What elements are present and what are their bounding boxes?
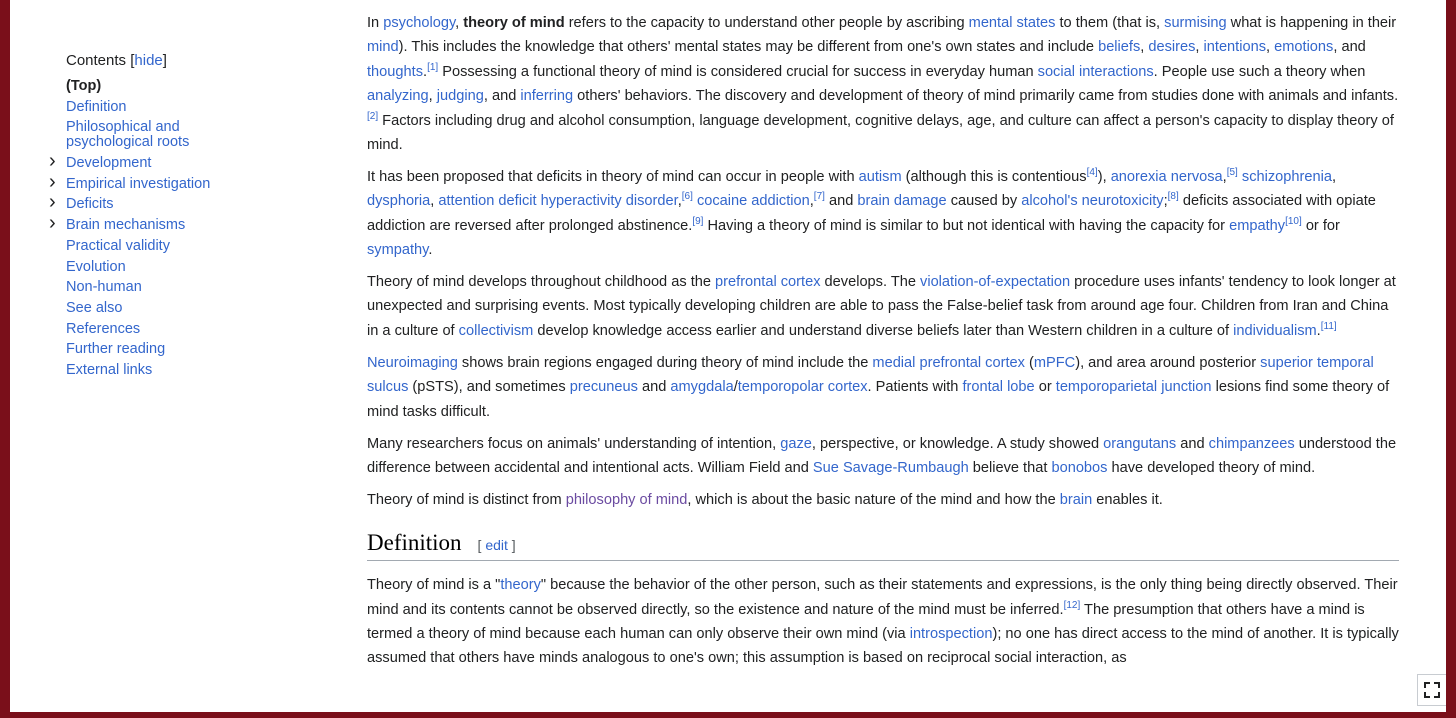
citation-link[interactable]: [10] (1285, 215, 1302, 227)
text-run: (although this is contentious (901, 168, 1087, 185)
text-run: Possessing a functional theory of mind is considered crucial for success in everyday human (438, 63, 1038, 80)
toc-item-label: Further reading (66, 341, 166, 358)
text-run: Theory of mind is a " (367, 577, 501, 594)
wiki-link[interactable]: precuneus (569, 379, 638, 396)
toc-item[interactable] (49, 212, 246, 235)
text-run: . (428, 242, 433, 259)
wiki-link[interactable]: violation-of-expectation (920, 274, 1071, 291)
toc-item-label: Deficits (66, 196, 114, 213)
article-content (367, 11, 1399, 678)
wiki-link[interactable]: prefrontal cortex (715, 274, 821, 291)
wiki-link[interactable]: surmising (1164, 15, 1227, 31)
text-run: Many researchers focus on animals' understanding of intention, (367, 435, 781, 452)
toc-item-label: Empirical investigation (66, 175, 211, 192)
toc-item[interactable] (66, 342, 246, 357)
paragraph (367, 488, 1399, 512)
text-run: , perspective, or knowledge. A study showed (811, 435, 1104, 452)
text-run: , (1140, 39, 1149, 56)
text-run: enables it. (1092, 491, 1163, 508)
section-heading-definition (367, 528, 1399, 561)
text-run: believe that (968, 459, 1052, 476)
text-run: , (430, 193, 439, 210)
wiki-link[interactable]: inferring (520, 88, 574, 105)
chevron-right-icon[interactable]: › (49, 191, 56, 214)
wiki-link[interactable]: empathy (1229, 217, 1286, 234)
wiki-link[interactable]: analyzing (367, 88, 429, 105)
toc-item[interactable] (66, 322, 246, 337)
text-run: , and (483, 88, 521, 105)
citation-link[interactable]: [9] (692, 215, 704, 227)
text-run: / (733, 379, 738, 396)
citation-link[interactable]: [5] (1226, 166, 1238, 178)
wiki-link[interactable]: schizophrenia (1241, 168, 1332, 185)
bold-term: theory of mind (463, 15, 565, 31)
wiki-link[interactable]: desires (1148, 39, 1196, 56)
text-run: , (455, 15, 464, 31)
wiki-link[interactable]: frontal lobe (962, 379, 1035, 396)
text-run: caused by (946, 193, 1022, 210)
wiki-link[interactable]: psychology (383, 15, 456, 31)
wiki-link[interactable]: beliefs (1098, 39, 1141, 56)
definition-section (367, 573, 1399, 671)
text-run: , (1222, 168, 1227, 185)
text-run: " because the behavior of the other person, such as their statements and expressions, is the only thing being directly observed. Their mind and its contents cannot be observed directly, so the existence and nature of the mind must be inferred. (367, 577, 1398, 618)
toc-item-label: Definition (66, 98, 127, 115)
paragraph (367, 165, 1399, 263)
toc-item[interactable] (66, 100, 246, 115)
text-run: (pSTS), and sometimes (408, 379, 570, 396)
paragraph (367, 11, 1399, 157)
text-run: and (1176, 435, 1209, 452)
text-run: Factors including drug and alcohol consumption, language development, cognitive delays, age, and culture can affect a person's capacity to display theory of mind. (367, 112, 1394, 154)
wiki-link[interactable]: autism (858, 168, 902, 185)
text-run: or for (1301, 217, 1340, 234)
citation-link[interactable]: [8] (1167, 191, 1179, 203)
text-run: ). This includes the knowledge that others' mental states may be different from one's own states and include (398, 39, 1099, 56)
text-run: . People use such a theory when (1153, 63, 1366, 80)
text-run: to them (that is, (1055, 15, 1165, 31)
text-run: . (1316, 322, 1321, 339)
wiki-link[interactable]: gaze (780, 435, 812, 452)
text-run: lesions find some theory of mind tasks difficult. (367, 379, 1390, 420)
text-run: ); no one has direct access to the mind of another. It is typically assumed that others have minds analogous to one's own; this assumption is based on reciprocal social interaction, as (367, 626, 1399, 667)
table-of-contents (49, 52, 246, 384)
toc-item-label: See also (66, 299, 123, 316)
text-run: understood the difference between accidental and intentional acts. William Field and (367, 435, 1397, 476)
wiki-link[interactable]: Sue Savage-Rumbaugh (812, 459, 969, 476)
text-run: and (824, 193, 858, 210)
text-run: , (809, 193, 814, 210)
text-run: It has been proposed that deficits in theory of mind can occur in people with (367, 168, 859, 185)
toc-item[interactable] (66, 239, 246, 254)
fullscreen-button[interactable] (1417, 674, 1446, 706)
chevron-right-icon[interactable]: › (49, 212, 56, 235)
wiki-link[interactable]: social interactions (1037, 63, 1154, 80)
text-run: have developed theory of mind. (1107, 459, 1316, 476)
toc-item[interactable] (49, 170, 246, 193)
paragraph (367, 432, 1399, 481)
toc-item-label: Practical validity (66, 237, 170, 254)
wiki-link[interactable]: cocaine addiction (696, 193, 810, 210)
edit-link[interactable]: edit (485, 537, 508, 554)
wiki-link[interactable]: alcohol's neurotoxicity (1021, 193, 1164, 210)
text-run: develop knowledge access earlier and understand diverse beliefs later than Western children in a culture of (533, 322, 1234, 339)
text-run: , (1195, 39, 1204, 56)
text-run: , and (1333, 39, 1366, 56)
text-run: develops. The (820, 274, 921, 291)
text-run: or (1034, 379, 1056, 396)
toc-hide-link[interactable]: hide (134, 52, 163, 69)
toc-item[interactable] (49, 191, 246, 214)
text-run: , (1331, 168, 1337, 185)
citation-link[interactable]: [4] (1086, 166, 1098, 178)
text-run: Theory of mind develops throughout childhood as the (367, 274, 716, 291)
paragraph (367, 573, 1399, 671)
text-run: and (637, 379, 671, 396)
toc-item[interactable] (66, 301, 246, 316)
text-run: refers to the capacity to understand other people by ascribing (564, 15, 969, 31)
wiki-link[interactable]: theory (500, 577, 541, 594)
wiki-link[interactable]: amygdala (670, 379, 734, 396)
article-page (10, 0, 1446, 712)
lead-section (367, 11, 1399, 512)
toc-item-label: References (66, 320, 141, 337)
wiki-link[interactable]: individualism (1233, 322, 1317, 339)
text-run: , (677, 193, 682, 210)
wiki-link[interactable]: attention deficit hyperactivity disorder (438, 193, 678, 210)
toc-item-label: Brain mechanisms (66, 217, 186, 234)
section-title: Definition (367, 530, 462, 556)
text-run: . Patients with (867, 379, 963, 396)
citation-link[interactable]: [12] (1063, 599, 1081, 611)
wiki-link[interactable]: mPFC (1033, 354, 1076, 371)
text-run: ), (1097, 168, 1111, 185)
paragraph (367, 351, 1399, 424)
wiki-link[interactable]: anorexia nervosa (1110, 168, 1223, 185)
fullscreen-icon (1424, 682, 1440, 698)
toc-item-label: External links (66, 361, 153, 378)
citation-link[interactable]: [2] (367, 110, 379, 122)
wiki-link[interactable]: philosophy of mind (565, 491, 688, 508)
wiki-link[interactable]: Neuroimaging (367, 354, 458, 371)
citation-link[interactable]: [7] (813, 191, 825, 203)
toc-item-label: Philosophical and psychological roots (66, 119, 190, 151)
toc-item-label: Development (66, 155, 152, 172)
section-edit: [ edit ] (477, 537, 516, 554)
toc-item[interactable] (66, 363, 246, 378)
wiki-link[interactable]: medial prefrontal cortex (872, 354, 1025, 371)
wiki-link[interactable]: thoughts (367, 63, 423, 80)
toc-item-label: Non-human (66, 279, 142, 296)
wiki-link[interactable]: dysphoria (367, 193, 431, 210)
text-run: Theory of mind is distinct from (367, 491, 566, 508)
wiki-link[interactable]: collectivism (458, 322, 534, 339)
text-run: ; (1163, 193, 1168, 210)
wiki-link[interactable]: temporopolar cortex (737, 379, 868, 396)
text-run: In (367, 15, 384, 31)
text-run: deficits associated with opiate addiction are reversed after prolonged abstinence. (367, 193, 1376, 234)
wiki-link[interactable]: judging (436, 88, 484, 105)
text-run: The presumption that others have a mind is termed a theory of mind because each human can only observe their own mind (via (367, 601, 1365, 643)
citation-link[interactable]: [1] (427, 61, 439, 73)
toc-item-label: (Top) (66, 78, 102, 94)
text-run: what is happening in their (1226, 15, 1397, 31)
toc-title: Contents (66, 52, 127, 69)
wiki-link[interactable]: brain damage (857, 193, 947, 210)
toc-list (49, 78, 246, 378)
text-run: , (1266, 39, 1275, 56)
text-run: . (423, 63, 428, 80)
wiki-link[interactable]: emotions (1274, 39, 1334, 56)
chevron-right-icon[interactable]: › (49, 170, 56, 193)
wiki-link[interactable]: orangutans (1103, 435, 1177, 452)
citation-link[interactable]: [11] (1320, 320, 1337, 332)
wiki-link[interactable]: superior temporal sulcus (367, 354, 1374, 396)
wiki-link[interactable]: mind (367, 39, 399, 56)
toc-item[interactable] (49, 150, 246, 173)
wiki-link[interactable]: sympathy (367, 242, 429, 259)
toc-item[interactable] (66, 79, 246, 94)
text-run: Having a theory of mind is similar to but not identical with having the capacity for (703, 217, 1230, 234)
wiki-link[interactable]: intentions (1203, 39, 1267, 56)
text-run: shows brain regions engaged during theory of mind include the (457, 354, 873, 371)
toc-item[interactable] (66, 260, 246, 275)
text-run: , which is about the basic nature of the mind and how the (687, 491, 1060, 508)
paragraph (367, 270, 1399, 343)
chevron-right-icon[interactable]: › (49, 150, 56, 173)
wiki-link[interactable]: mental states (968, 15, 1056, 31)
text-run: others' behaviors. The discovery and development of theory of mind primarily came from studies done with animals and infants. (573, 88, 1399, 105)
wiki-link[interactable]: brain (1059, 491, 1093, 508)
text-run: ), and area around posterior (1075, 354, 1261, 371)
text-run: procedure uses infants' tendency to look longer at unexpected and surprising events. Most typically developing children are able to pass the False-belief task from around age four. Children from Iran and China in a culture of (367, 274, 1396, 339)
wiki-link[interactable]: bonobos (1051, 459, 1108, 476)
toc-header: Contents [hide] (66, 52, 167, 69)
toc-item[interactable] (66, 280, 246, 295)
toc-item[interactable] (66, 120, 246, 150)
wiki-link[interactable]: chimpanzees (1208, 435, 1295, 452)
text-run: , (428, 88, 437, 105)
toc-item-label: Evolution (66, 258, 126, 275)
wiki-link[interactable]: introspection (909, 626, 993, 643)
wiki-link[interactable]: temporoparietal junction (1055, 379, 1212, 396)
citation-link[interactable]: [6] (681, 191, 693, 203)
text-run: ( (1024, 354, 1034, 371)
